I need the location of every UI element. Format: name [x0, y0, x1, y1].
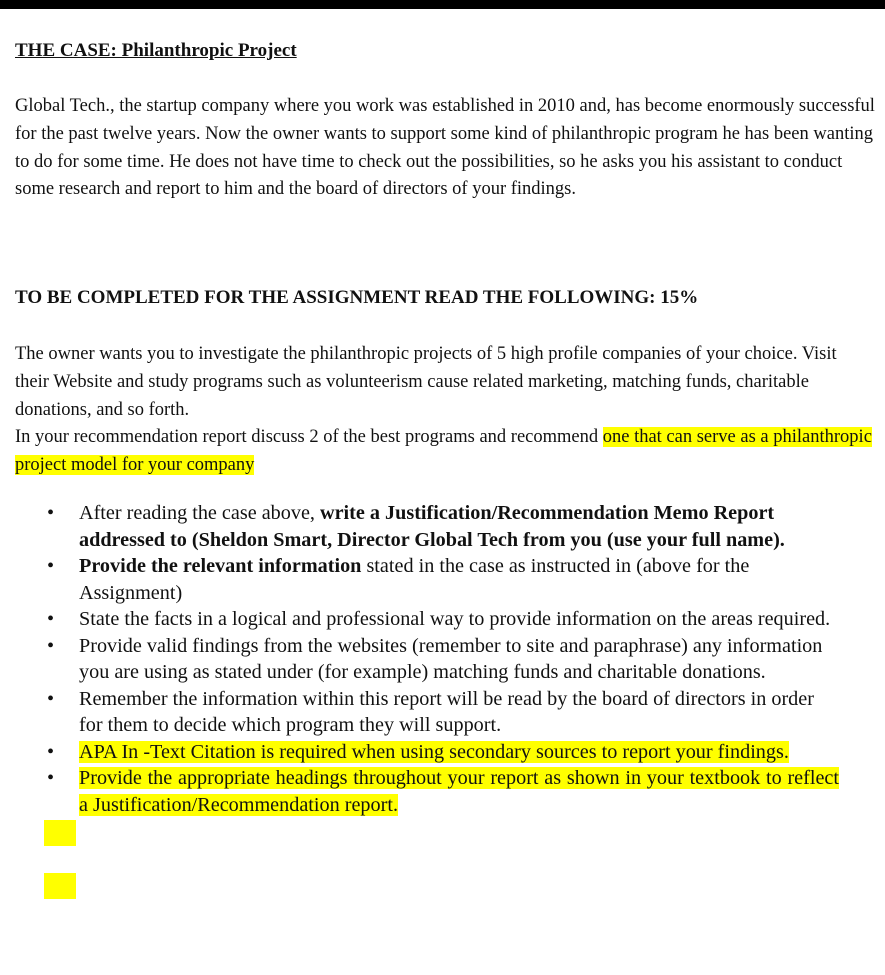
requirements-list — [0, 500, 885, 818]
assignment-paragraph — [15, 341, 875, 480]
bullet-text: Provide valid findings from the websites (remember to site and paraphrase) any information you are using as stated under (for example) matching funds and charitable donations. — [79, 634, 823, 683]
top-border-bar — [0, 0, 885, 9]
bullet-highlight-bar-6 — [44, 820, 76, 846]
list-item — [0, 739, 839, 766]
list-item — [0, 765, 839, 818]
recommendation-text: In your recommendation report discuss 2 of the best programs and recommend — [15, 427, 603, 448]
bullet-marker: • — [47, 687, 55, 710]
assignment-heading: TO BE COMPLETED FOR THE ASSIGNMENT READ THE FOLLOWING: 15% — [15, 287, 699, 308]
assignment-text: The owner wants you to investigate the philanthropic projects of 5 high profile companies of your choice. Visit their Website and study programs such as volunteerism cause related marketing, matching funds, charitable donations, and so forth. — [15, 344, 837, 420]
intro-paragraph: Global Tech., the startup company where you work was established in 2010 and, has become enormously successful for the past twelve years. Now the owner wants to support some kind of philanthropic program he has been wanting to do for some time. He does not have time to check out the possibilities, so he asks you his assistant to conduct some research and report to him and the board of directors of your findings. — [15, 96, 875, 200]
bullet-marker: • — [47, 502, 55, 524]
bullet-text: After reading the case above, — [79, 502, 321, 524]
list-item — [0, 686, 839, 739]
bullet-marker: • — [47, 740, 55, 763]
bullet-text: stated in the case as instructed in (above for the Assignment) — [79, 555, 750, 604]
bullet-marker: • — [47, 608, 55, 630]
bullet-marker: • — [47, 555, 55, 577]
bullet-text: Remember the information within this report will be read by the board of directors in order for them to decide which program they will support. — [79, 687, 814, 736]
case-title: THE CASE: Philanthropic Project — [15, 40, 297, 61]
list-item — [0, 633, 839, 686]
bullet-marker: • — [47, 634, 55, 657]
recommendation-highlight: one that can serve as a philanthropic project model for your company — [15, 427, 872, 476]
bullet-highlight-bar-7 — [44, 873, 76, 899]
bullet-text: State the facts in a logical and professional way to provide information on the areas required. — [79, 608, 831, 630]
list-item — [0, 500, 839, 553]
bullet-marker: • — [47, 767, 55, 789]
bullet-bold-text: write a Justification/Recommendation Memo Report addressed to (Sheldon Smart, Director Global Tech from you (use your full name). — [79, 502, 785, 551]
bullet-bold-text: Provide the relevant information — [79, 555, 362, 577]
bullet-highlight-text: Provide the appropriate headings throughout your report as shown in your textbook to reflect a Justification/Recommendation report. — [79, 767, 839, 816]
bullet-highlight-text: APA In -Text Citation is required when using secondary sources to report your findings. — [79, 740, 789, 763]
list-item — [0, 606, 839, 633]
list-item — [0, 553, 839, 606]
